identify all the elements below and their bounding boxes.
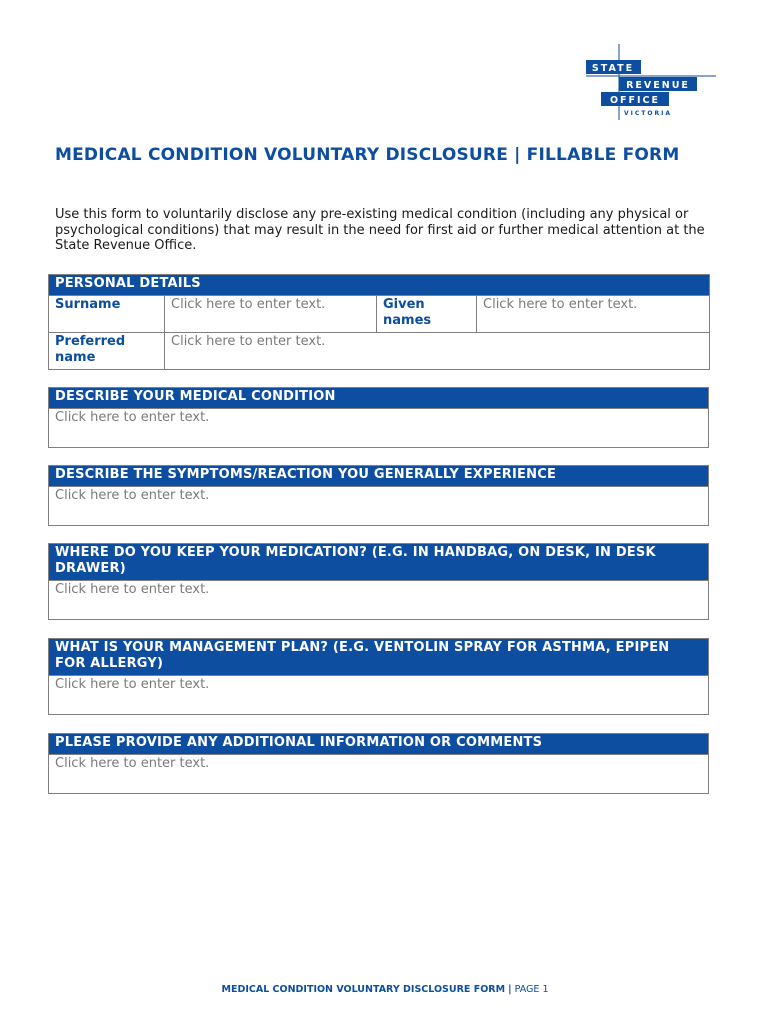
logo-line-state: STATE bbox=[591, 63, 635, 74]
given-names-label: Given names bbox=[377, 296, 477, 333]
medication-location-field[interactable]: Click here to enter text. bbox=[49, 581, 709, 620]
management-plan-table bbox=[48, 638, 709, 715]
footer-title: MEDICAL CONDITION VOLUNTARY DISCLOSURE FORM bbox=[221, 984, 506, 995]
page-footer bbox=[0, 984, 770, 996]
additional-info-field[interactable]: Click here to enter text. bbox=[49, 755, 709, 794]
surname-label: Surname bbox=[49, 296, 165, 333]
given-names-field[interactable]: Click here to enter text. bbox=[477, 296, 710, 333]
symptoms-header: DESCRIBE THE SYMPTOMS/REACTION YOU GENERALLY EXPERIENCE bbox=[49, 466, 709, 487]
footer-separator: | bbox=[508, 984, 512, 995]
additional-info-table bbox=[48, 733, 709, 794]
preferred-name-field[interactable]: Click here to enter text. bbox=[165, 333, 710, 370]
logo-line-victoria: VICTORIA bbox=[624, 110, 672, 117]
management-plan-field[interactable]: Click here to enter text. bbox=[49, 676, 709, 715]
personal-details-table bbox=[48, 274, 710, 370]
medical-condition-field[interactable]: Click here to enter text. bbox=[49, 409, 709, 448]
logo-line-revenue: REVENUE bbox=[626, 80, 690, 91]
personal-details-header: PERSONAL DETAILS bbox=[49, 275, 710, 296]
medical-condition-table bbox=[48, 387, 709, 448]
symptoms-field[interactable]: Click here to enter text. bbox=[49, 487, 709, 526]
logo-line-office: OFFICE bbox=[609, 95, 661, 106]
medication-location-header: WHERE DO YOU KEEP YOUR MEDICATION? (E.G. IN HANDBAG, ON DESK, IN DESK DRAWER) bbox=[49, 544, 709, 581]
medical-condition-header: DESCRIBE YOUR MEDICAL CONDITION bbox=[49, 388, 709, 409]
form-title: MEDICAL CONDITION VOLUNTARY DISCLOSURE | FILLABLE FORM bbox=[55, 145, 680, 165]
symptoms-table bbox=[48, 465, 709, 526]
medication-location-table bbox=[48, 543, 709, 620]
preferred-name-label: Preferred name bbox=[49, 333, 165, 370]
intro-paragraph: Use this form to voluntarily disclose any pre-existing medical condition (including any physical or psychological conditions) that may result in the need for first aid or further medical attention at the State Revenue Office. bbox=[55, 207, 705, 253]
surname-field[interactable]: Click here to enter text. bbox=[165, 296, 377, 333]
management-plan-header: WHAT IS YOUR MANAGEMENT PLAN? (E.G. VENTOLIN SPRAY FOR ASTHMA, EPIPEN FOR ALLERGY) bbox=[49, 639, 709, 676]
additional-info-header: PLEASE PROVIDE ANY ADDITIONAL INFORMATION OR COMMENTS bbox=[49, 734, 709, 755]
footer-page-number: PAGE 1 bbox=[514, 984, 549, 995]
sro-logo bbox=[586, 44, 716, 120]
